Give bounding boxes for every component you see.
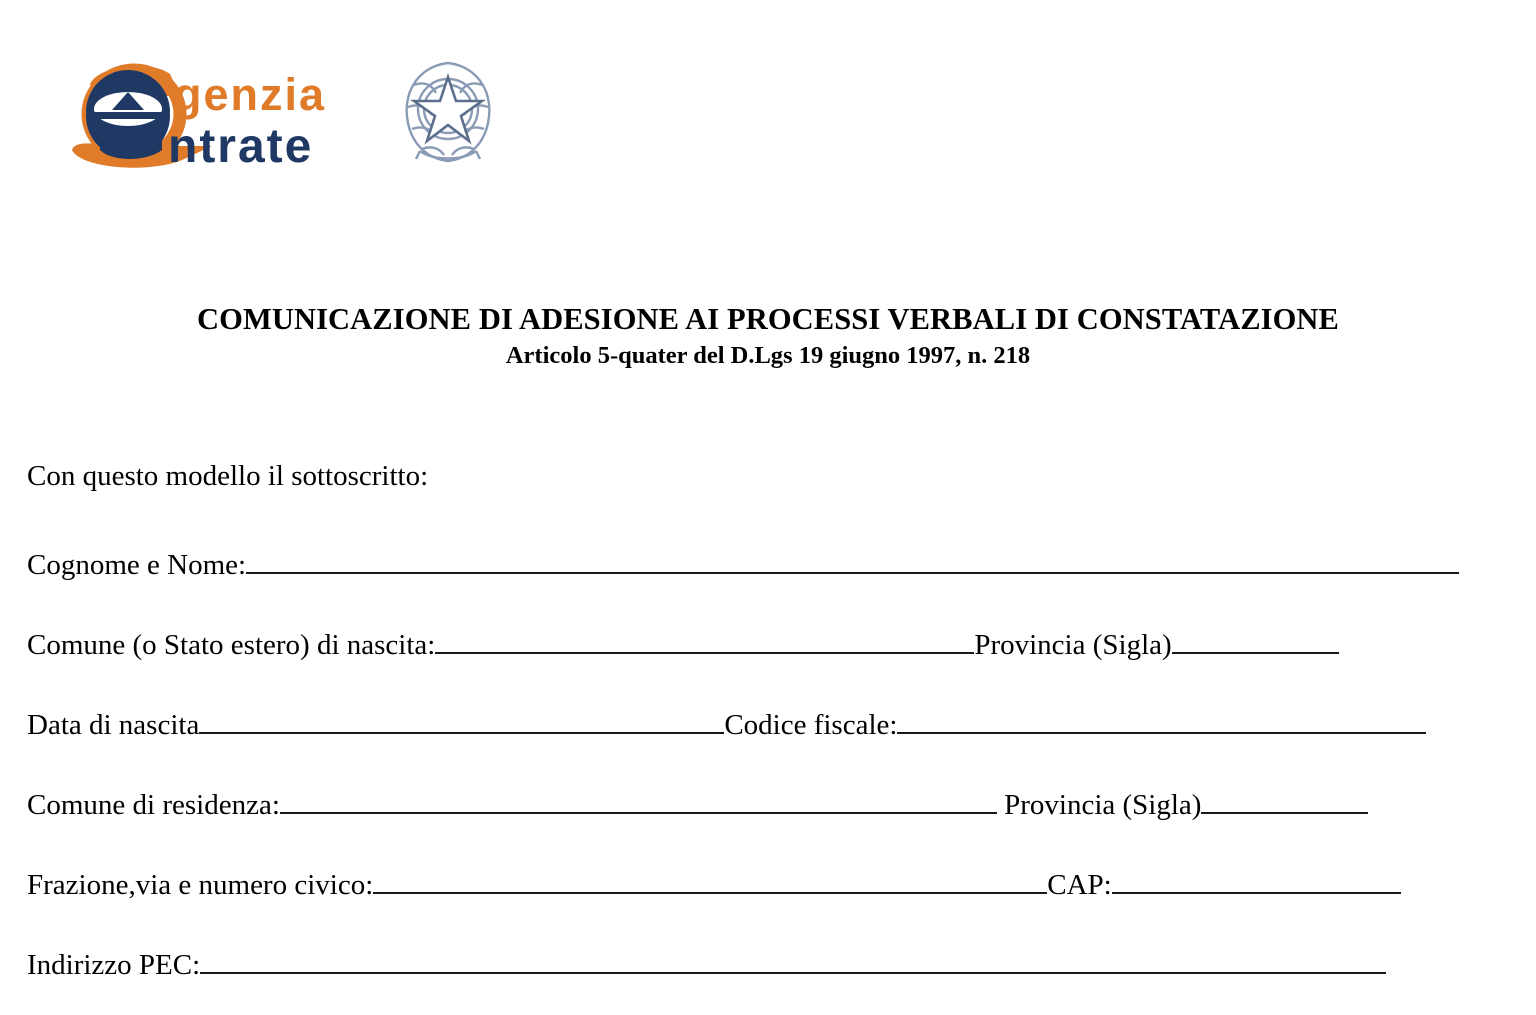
document-subtitle: Articolo 5-quater del D.Lgs 19 giugno 1997, n. 218 [505, 341, 1031, 369]
input-frazione-via[interactable] [373, 862, 1047, 894]
input-provincia-residenza[interactable] [1201, 782, 1368, 814]
field-row-cognome-nome [27, 542, 1522, 584]
logo-word-bottom: ntrate [168, 120, 314, 172]
input-comune-nascita[interactable] [435, 622, 974, 654]
agenzia-entrate-logo [62, 54, 382, 172]
label-cap: CAP: [1047, 868, 1112, 901]
field-row-comune-nascita [27, 622, 1522, 664]
label-codice-fiscale: Codice fiscale: [724, 708, 898, 741]
input-data-nascita[interactable] [199, 702, 724, 734]
label-data-nascita: Data di nascita [27, 708, 200, 741]
label-comune-residenza: Comune di residenza: [27, 788, 280, 821]
intro-text: Con questo modello il sottoscritto: [27, 460, 429, 492]
field-row-frazione-via [27, 862, 1522, 904]
input-comune-residenza[interactable] [280, 782, 997, 814]
label-cognome-nome: Cognome e Nome: [27, 548, 247, 581]
label-provincia-residenza: Provincia (Sigla) [996, 788, 1202, 821]
input-cognome-nome[interactable] [246, 542, 1459, 574]
label-indirizzo-pec: Indirizzo PEC: [27, 948, 201, 981]
logo-word-top: genzia [174, 69, 327, 120]
field-row-data-nascita [27, 702, 1522, 744]
label-frazione-via: Frazione,via e numero civico: [27, 868, 374, 901]
document-header [62, 48, 502, 174]
field-row-indirizzo-pec [27, 942, 1522, 984]
form-body [27, 462, 1522, 984]
input-indirizzo-pec[interactable] [200, 942, 1386, 974]
input-codice-fiscale[interactable] [897, 702, 1426, 734]
intro-row [27, 462, 1522, 504]
input-provincia-nascita[interactable] [1172, 622, 1339, 654]
document-title: COMUNICAZIONE DI ADESIONE AI PROCESSI VERBALI DI CONSTATAZIONE [197, 302, 1339, 336]
label-provincia-nascita: Provincia (Sigla) [974, 628, 1172, 661]
field-row-comune-residenza [27, 782, 1522, 824]
title-block [0, 303, 1536, 370]
republic-emblem-icon [394, 51, 502, 169]
label-comune-nascita: Comune (o Stato estero) di nascita: [27, 628, 436, 661]
input-cap[interactable] [1112, 862, 1401, 894]
